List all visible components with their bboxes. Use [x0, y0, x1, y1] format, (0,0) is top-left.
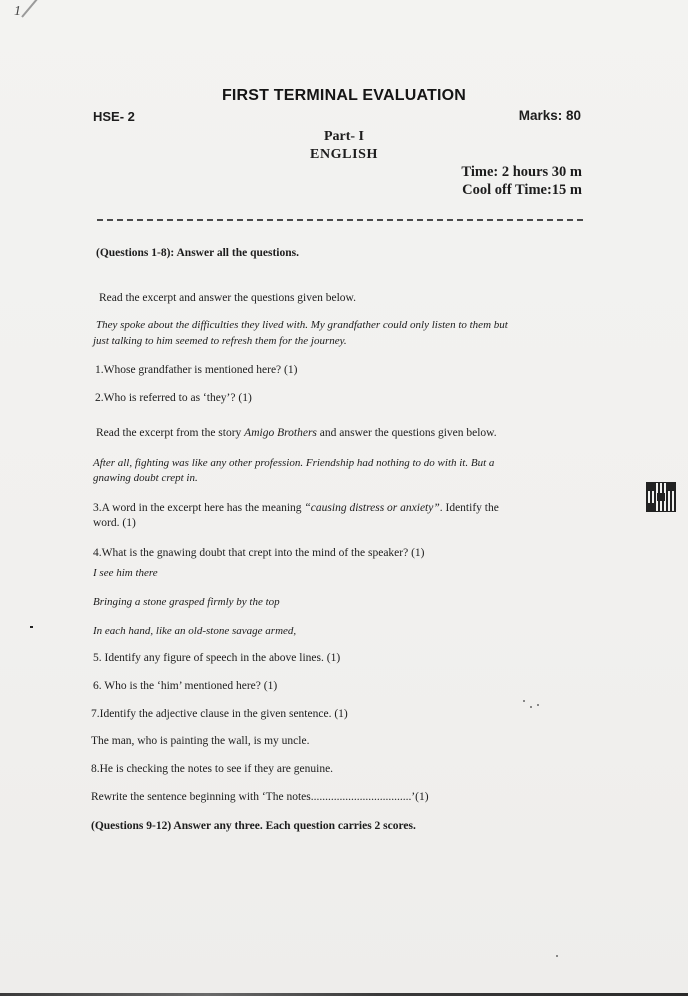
excerpt-1-line-2: just talking to him seemed to refresh them for the journey. — [93, 335, 347, 347]
scan-speck — [537, 704, 539, 706]
header-divider — [97, 219, 583, 221]
page-title: FIRST TERMINAL EVALUATION — [221, 87, 467, 104]
instruction-2-after: and answer the questions given below. — [316, 427, 497, 439]
question-7: 7.Identify the adjective clause in the given sentence. (1) — [91, 708, 348, 720]
instruction-2-before: Read the excerpt from the story — [96, 427, 245, 439]
question-6: 6. Who is the ‘him’ mentioned here? (1) — [93, 680, 278, 692]
time-allowed: Time: 2 hours 30 m — [461, 164, 582, 180]
scan-speck — [523, 700, 525, 702]
page-number: 1 — [14, 4, 21, 19]
part-label: Part- I — [323, 129, 365, 144]
section-heading-2: (Questions 9-12) Answer any three. Each question carries 2 scores. — [91, 820, 416, 832]
question-8: 8.He is checking the notes to see if they are genuine. — [91, 763, 334, 775]
story-title: Amigo Brothers — [244, 427, 317, 439]
instruction-1: Read the excerpt and answer the questions given below. — [99, 292, 356, 304]
question-4: 4.What is the gnawing doubt that crept into the mind of the speaker? (1) — [93, 547, 425, 559]
question-5: 5. Identify any figure of speech in the above lines. (1) — [93, 652, 341, 664]
question-3-after: . Identify the — [439, 502, 499, 514]
question-1: 1.Whose grandfather is mentioned here? (1) — [95, 364, 298, 376]
poem-line-3: In each hand, like an old-stone savage armed, — [93, 625, 297, 637]
question-3-line-2: word. (1) — [93, 517, 136, 529]
total-marks: Marks: 80 — [518, 108, 581, 123]
excerpt-2-line-2: gnawing doubt crept in. — [93, 472, 198, 484]
qr-code-icon — [646, 482, 676, 512]
subject-label: ENGLISH — [310, 147, 378, 162]
excerpt-1-line-1: They spoke about the difficulties they lived with. My grandfather could only listen to them but — [96, 319, 508, 331]
scan-speck — [530, 706, 532, 708]
poem-line-1: I see him there — [93, 567, 158, 579]
instruction-2 — [96, 427, 497, 439]
question-3-meaning: “causing distress or anxiety” — [304, 502, 440, 514]
question-3-before: 3.A word in the excerpt here has the meaning — [93, 502, 305, 514]
course-code: HSE- 2 — [93, 109, 135, 124]
poem-line-2: Bringing a stone grasped firmly by the top — [93, 596, 280, 608]
cool-off-time: Cool off Time:15 m — [462, 182, 582, 198]
margin-mark — [30, 626, 33, 628]
question-8-rewrite: Rewrite the sentence beginning with ‘The notes...................................’(1) — [91, 791, 429, 803]
excerpt-2-line-1: After all, fighting was like any other profession. Friendship had nothing to do with it. But a — [93, 457, 495, 469]
pen-mark — [21, 0, 41, 18]
question-7-sentence: The man, who is painting the wall, is my uncle. — [91, 735, 310, 747]
section-heading-1: (Questions 1-8): Answer all the questions. — [96, 247, 299, 259]
question-3 — [93, 502, 499, 514]
question-2: 2.Who is referred to as ‘they’? (1) — [95, 392, 252, 404]
scan-speck — [556, 955, 558, 957]
